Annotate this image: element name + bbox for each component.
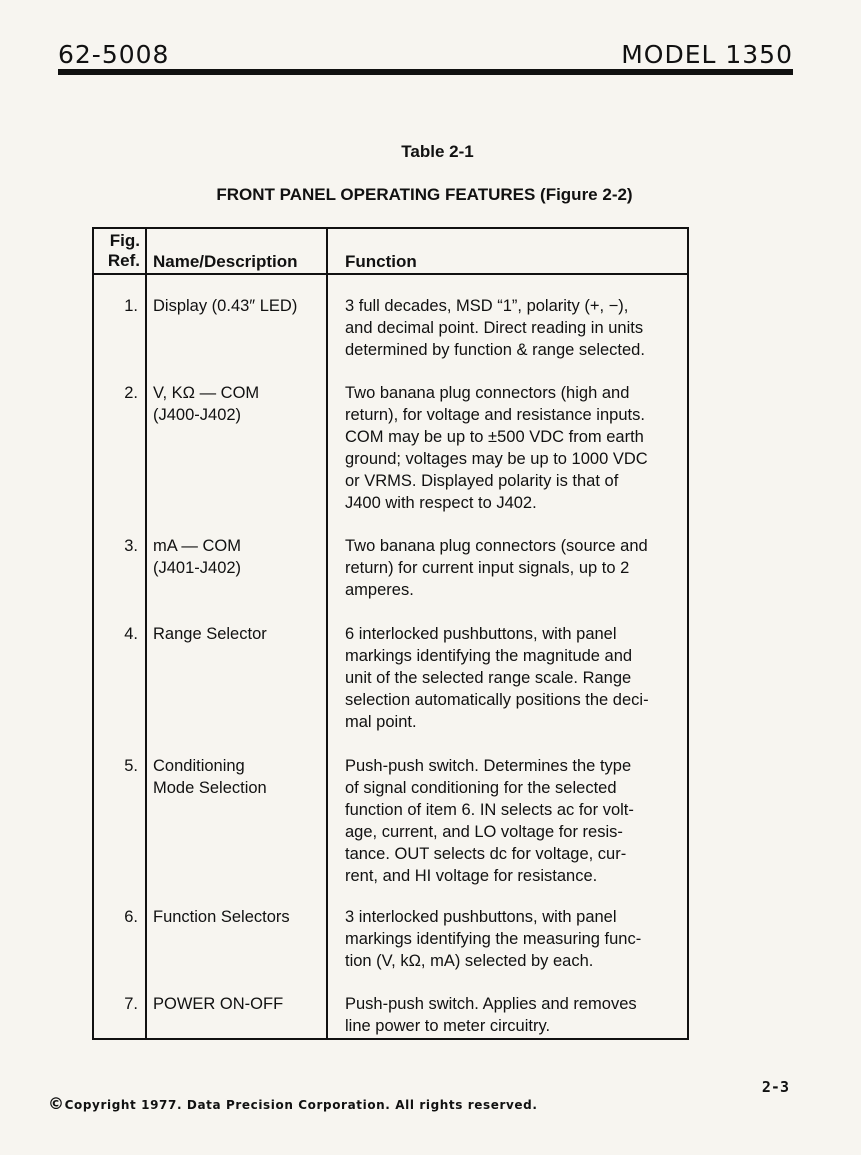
feature-function-line: return) for current input signals, up to 2	[345, 559, 630, 577]
feature-name-line: (J401-J402)	[153, 559, 242, 577]
feature-function-line: ground; voltages may be up to 1000 VDC	[345, 450, 648, 468]
feature-function	[345, 993, 683, 1037]
feature-function-line: Two banana plug connectors (source and	[345, 537, 648, 555]
feature-function-line: Push-push switch. Determines the type	[345, 757, 632, 775]
page-number: 2-3	[761, 1078, 789, 1096]
column-header-ref: Fig. Ref.	[107, 231, 140, 270]
feature-function-line: amperes.	[345, 581, 414, 599]
feature-function	[345, 535, 683, 601]
fig-ref: 7.	[124, 995, 138, 1013]
feature-function-line: tance. OUT selects dc for voltage, cur-	[345, 845, 627, 863]
column-header-function: Function	[345, 252, 417, 271]
feature-function-line: 3 full decades, MSD “1”, polarity (+, −),	[345, 297, 629, 315]
feature-function-line: selection automatically positions the deci-	[345, 691, 649, 709]
header-rule	[58, 69, 793, 75]
feature-function-line: return), for voltage and resistance inputs.	[345, 406, 645, 424]
column-divider	[145, 229, 147, 1038]
feature-function	[345, 906, 683, 972]
feature-name-line: Display (0.43″ LED)	[153, 297, 298, 315]
feature-name	[153, 906, 321, 928]
feature-function-line: J400 with respect to J402.	[345, 494, 537, 512]
feature-name-line: Mode Selection	[153, 779, 267, 797]
feature-name	[153, 755, 321, 799]
feature-function-line: tion (V, kΩ, mA) selected by each.	[345, 952, 594, 970]
feature-name-line: V, KΩ — COM	[153, 384, 260, 402]
feature-function-line: COM may be up to ±500 VDC from earth	[345, 428, 644, 446]
fig-ref: 1.	[124, 297, 138, 315]
feature-function-line: of signal conditioning for the selected	[345, 779, 617, 797]
feature-function-line: markings identifying the measuring func-	[345, 930, 642, 948]
feature-function-line: line power to meter circuitry.	[345, 1017, 551, 1035]
feature-function	[345, 382, 683, 514]
feature-name-line: Function Selectors	[153, 908, 290, 926]
feature-function-line: rent, and HI voltage for resistance.	[345, 867, 598, 885]
feature-name	[153, 993, 321, 1015]
table-subtitle: FRONT PANEL OPERATING FEATURES (Figure 2-2)	[216, 185, 633, 204]
copyright-notice: ©Copyright 1977. Data Precision Corporation. All rights reserved.	[48, 1094, 538, 1113]
feature-name-line: Range Selector	[153, 625, 267, 643]
feature-function	[345, 623, 683, 733]
document-number: 62-5008	[58, 40, 170, 69]
feature-function-line: unit of the selected range scale. Range	[345, 669, 632, 687]
feature-function-line: Two banana plug connectors (high and	[345, 384, 630, 402]
feature-function-line: markings identifying the magnitude and	[345, 647, 633, 665]
header-divider	[94, 273, 687, 275]
feature-name-line: mA — COM	[153, 537, 242, 555]
fig-ref: 3.	[124, 537, 138, 555]
feature-function-line: 6 interlocked pushbuttons, with panel	[345, 625, 617, 643]
feature-name	[153, 382, 321, 426]
column-header-name: Name/Description	[153, 252, 298, 271]
features-table	[92, 227, 689, 1040]
feature-function-line: 3 interlocked pushbuttons, with panel	[345, 908, 617, 926]
feature-name-line: Conditioning	[153, 757, 245, 775]
feature-name	[153, 623, 321, 645]
feature-function-line: or VRMS. Displayed polarity is that of	[345, 472, 619, 490]
fig-ref: 5.	[124, 757, 138, 775]
feature-name-line: (J400-J402)	[153, 406, 242, 424]
feature-name-line: POWER ON-OFF	[153, 995, 284, 1013]
feature-function-line: Push-push switch. Applies and removes	[345, 995, 637, 1013]
feature-function-line: and decimal point. Direct reading in units	[345, 319, 644, 337]
fig-ref: 6.	[124, 908, 138, 926]
column-divider	[326, 229, 328, 1038]
feature-name	[153, 535, 321, 579]
feature-function-line: age, current, and LO voltage for resis-	[345, 823, 623, 841]
table-title: Table 2-1	[401, 142, 474, 161]
feature-function-line: function of item 6. IN selects ac for volt-	[345, 801, 634, 819]
feature-function	[345, 755, 683, 887]
feature-name	[153, 295, 321, 317]
model-name: MODEL 1350	[621, 40, 793, 69]
fig-ref: 2.	[124, 384, 138, 402]
feature-function-line: determined by function & range selected.	[345, 341, 645, 359]
feature-function	[345, 295, 683, 361]
fig-ref: 4.	[124, 625, 138, 643]
feature-function-line: mal point.	[345, 713, 417, 731]
